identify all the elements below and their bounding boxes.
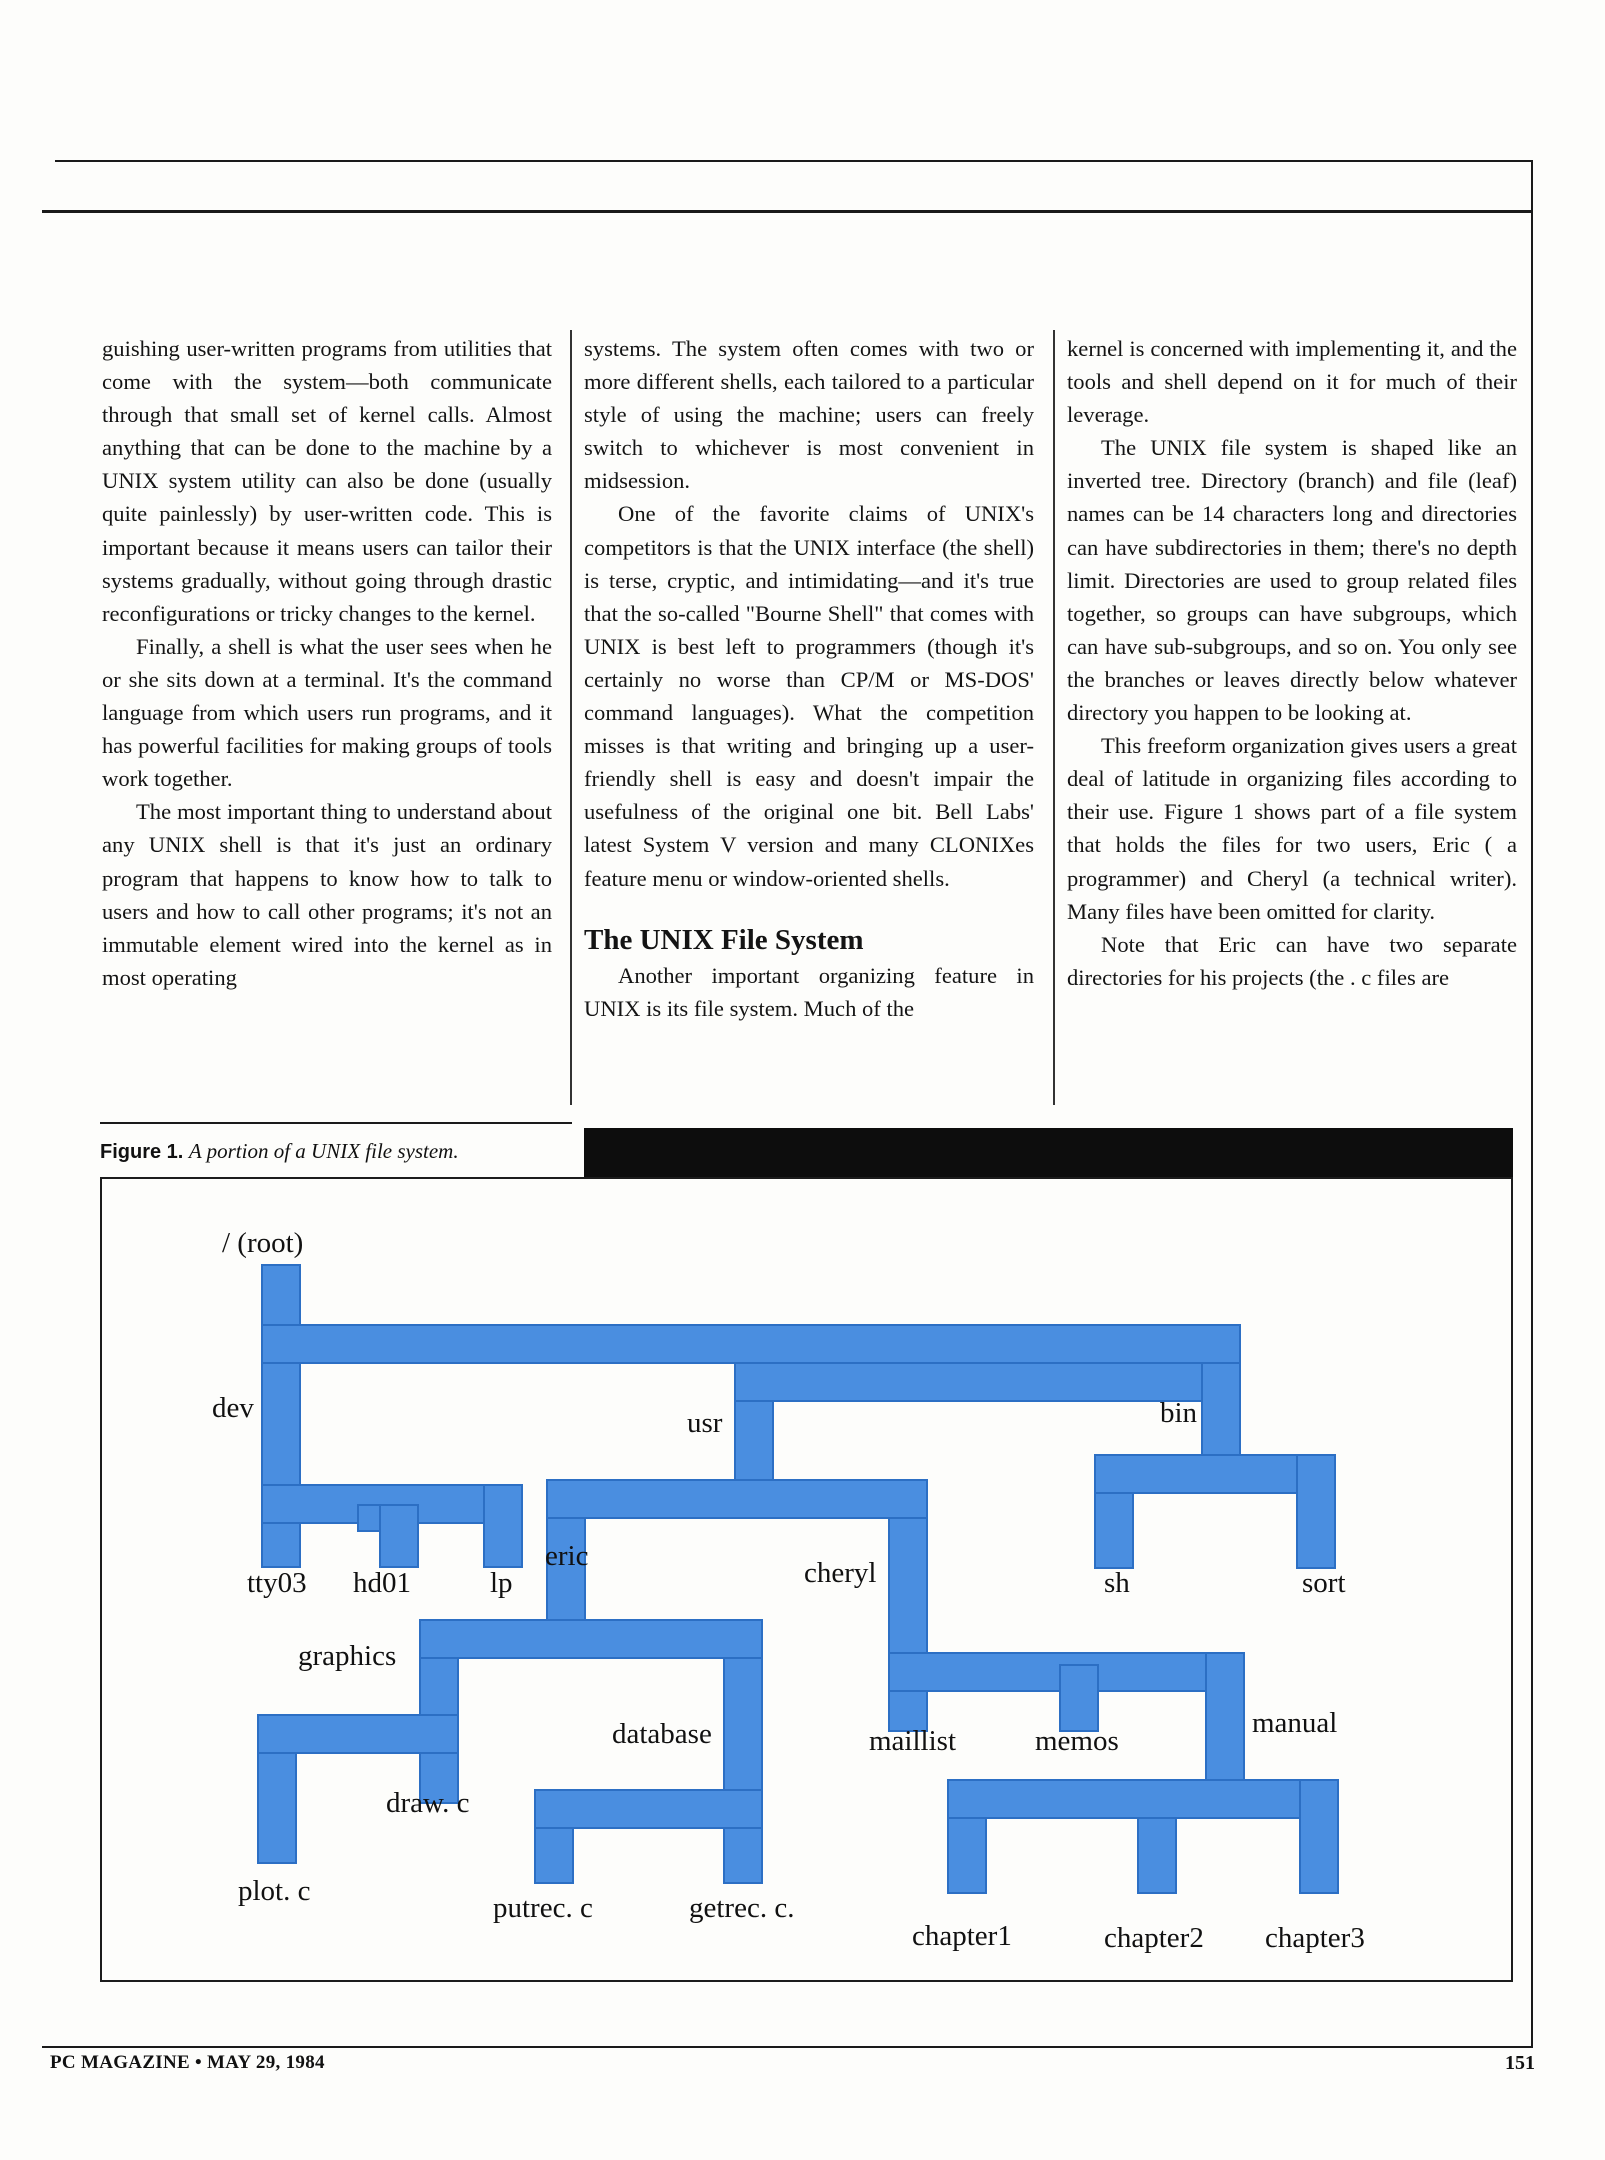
branch-putrecc: [535, 1828, 573, 1883]
paragraph: guishing user-written programs from utilities that come with the system—both communicate through that small set of kernel calls. Almost anything that can be done to the machine by a UNIX system utility can also be done (usually quite painlessly) by user-written code. This is important because it means users can tailor their systems gradually, without going through drastic reconfigurations or tricky changes to the kernel.: [102, 336, 552, 626]
branch-main-bar: [262, 1325, 1240, 1363]
branch-database-bar: [535, 1790, 762, 1828]
node-root: / (root): [222, 1227, 304, 1259]
paragraph: Another important organizing feature in UNIX is its file system. Much of the: [584, 962, 1034, 1021]
node-cheryl: cheryl: [804, 1557, 877, 1589]
paragraph: kernel is concerned with implementing it, and the tools and shell depend on it for much of their leverage.: [1067, 336, 1517, 428]
branch-lp: [484, 1485, 522, 1567]
paragraph: This freeform organization gives users a great deal of latitude in organizing files according to their use. Figure 1 shows part of a file system that holds the files for two users, Eric ( a programmer) and Cheryl (a technical writer). Many files have been omitted for clarity.: [1067, 733, 1517, 924]
node-getrecc: getrec. c.: [689, 1892, 795, 1924]
section-heading: The UNIX File System: [584, 923, 864, 956]
branch-sh: [1095, 1493, 1133, 1568]
branch-chapter1: [948, 1818, 986, 1893]
branch-graphics-bar: [258, 1715, 458, 1753]
page-number: 151: [1505, 2052, 1535, 2074]
branch-memos: [1060, 1665, 1098, 1731]
branch-usr-bar: [735, 1363, 1240, 1401]
branch-database-drop: [724, 1658, 762, 1808]
node-lp: lp: [490, 1567, 513, 1599]
node-database: database: [612, 1718, 712, 1750]
branch-chapter2: [1138, 1818, 1176, 1893]
branch-manual-bar: [948, 1780, 1338, 1818]
node-sort: sort: [1302, 1567, 1346, 1599]
node-tty03: tty03: [247, 1567, 307, 1599]
branch-usr-split: [547, 1480, 927, 1518]
node-plotc: plot. c: [238, 1875, 311, 1907]
paragraph: systems. The system often comes with two or more different shells, each tailored to a particular style of using the machine; users can freely switch to whichever is most convenient in midsession.: [584, 336, 1034, 494]
node-bin: bin: [1160, 1397, 1198, 1429]
node-memos: memos: [1035, 1725, 1119, 1757]
paragraph: The most important thing to understand about any UNIX shell is that it's just an ordinary program that happens to know how to talk to users and how to call other programs; it's not an immutable element wired into the kernel as in most operating: [102, 799, 552, 990]
branch-root-trunk: [262, 1265, 300, 1325]
branch-chapter3: [1300, 1780, 1338, 1893]
paragraph: Note that Eric can have two separate directories for his projects (the . c files are: [1067, 931, 1517, 990]
node-drawc: draw. c: [386, 1787, 470, 1819]
node-sh: sh: [1104, 1567, 1130, 1599]
branch-manual-drop: [1206, 1653, 1244, 1798]
branch-cheryl-drop: [889, 1518, 927, 1673]
paragraph: One of the favorite claims of UNIX's competitors is that the UNIX interface (the shell) is terse, cryptic, and intimidating—and it's true that the so-called "Bourne Shell" that comes with UNIX is best left to programmers (though it's certainly no worse than CP/M or MS-DOS' command languages). What the competition misses is that writing and bringing up a user-friendly shell is easy and doesn't impair the usefulness of the original one bit. Bell Labs' latest System V version and many CLONIXes feature menu or window-oriented shells.: [584, 501, 1034, 891]
node-chapter3: chapter3: [1265, 1922, 1365, 1954]
footer-rule: [42, 2046, 1533, 2048]
figure-label: Figure 1.: [100, 1141, 184, 1163]
figure-caption-text: A portion of a UNIX file system.: [188, 1139, 459, 1163]
branch-eric-bar: [420, 1620, 762, 1658]
branch-getrecc: [724, 1828, 762, 1883]
node-hd01: hd01: [353, 1567, 411, 1599]
node-manual: manual: [1252, 1707, 1338, 1739]
paragraph: Finally, a shell is what the user sees when he or she sits down at a terminal. It's the command language from which users run programs, and it has powerful facilities for making groups of tools work together.: [102, 633, 552, 792]
node-chapter2: chapter2: [1104, 1922, 1204, 1954]
node-maillist: maillist: [869, 1725, 956, 1757]
branch-usr-drop: [735, 1401, 773, 1486]
node-graphics: graphics: [298, 1640, 397, 1672]
branch-hd01: [380, 1505, 418, 1567]
node-eric: eric: [545, 1540, 589, 1572]
branch-sort: [1297, 1455, 1335, 1568]
node-chapter1: chapter1: [912, 1920, 1012, 1952]
branch-plotc: [258, 1753, 296, 1863]
branch-tty03: [262, 1523, 300, 1567]
footer-publication: PC MAGAZINE • MAY 29, 1984: [50, 2052, 325, 2073]
paragraph: The UNIX file system is shaped like an inverted tree. Directory (branch) and file (leaf) names can be 14 characters long and directories can have subdirectories in them; there's no depth limit. Directories are used to group related files together, so groups can have subgroups, which can have sub-subgroups, and so on. You only see the branches or leaves directly below whatever directory you happen to be looking at.: [1067, 435, 1517, 726]
node-usr: usr: [687, 1407, 723, 1439]
node-putrecc: putrec. c: [493, 1892, 593, 1924]
node-dev: dev: [212, 1392, 254, 1424]
